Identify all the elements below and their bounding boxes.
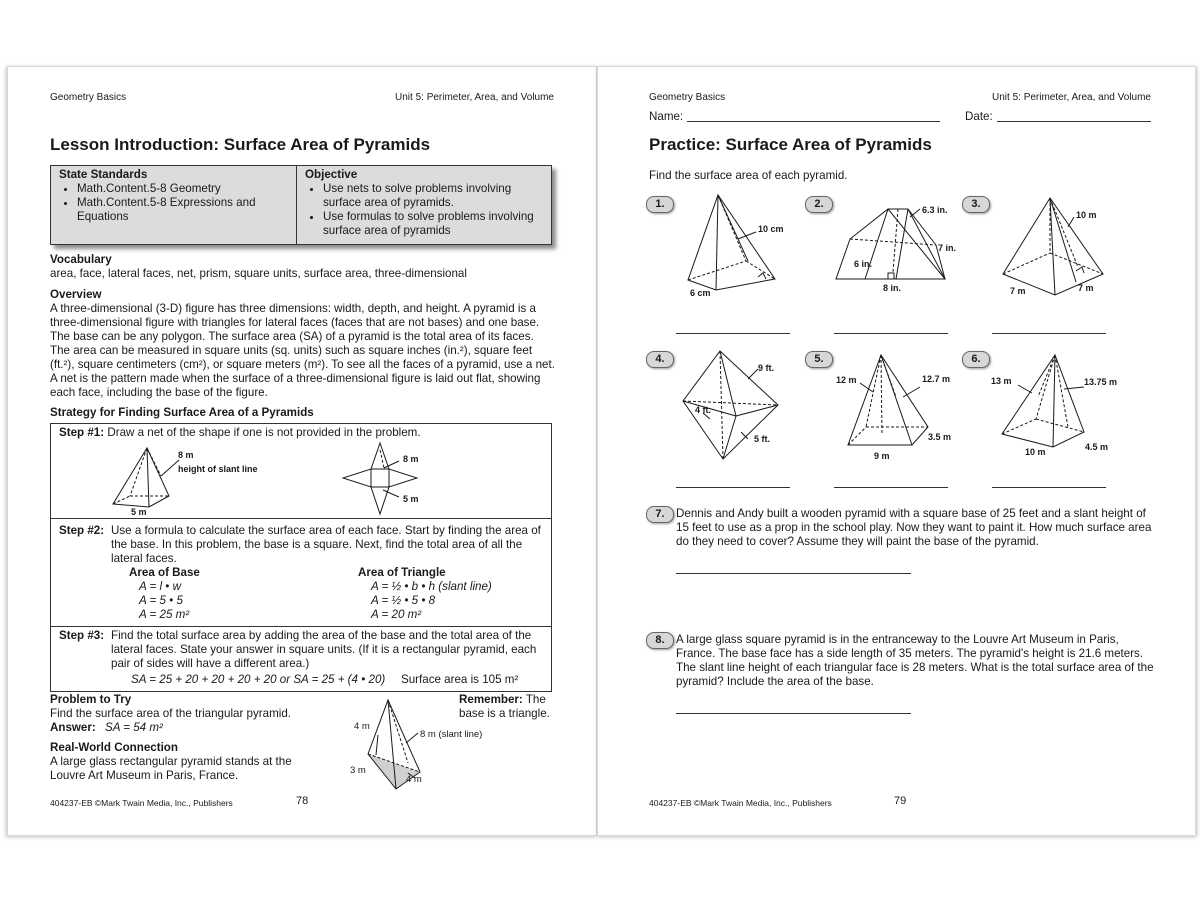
step3-result: Surface area is 105 m² bbox=[401, 673, 519, 686]
fig5-label: 12 m bbox=[836, 375, 857, 385]
problem-number-badge: 8. bbox=[646, 632, 674, 649]
fig2-label: 7 in. bbox=[938, 243, 957, 253]
footer-code: 404237-EB ©Mark Twain Media, Inc., Publishers bbox=[649, 798, 832, 808]
vocab-text: area, face, lateral faces, net, prism, square units, surface area, three-dimensional bbox=[50, 267, 467, 280]
answer-label: Answer: bbox=[50, 721, 96, 734]
vocab-heading: Vocabulary bbox=[50, 253, 112, 266]
word-problem-line: pyramid? Include the area of the base. bbox=[676, 675, 874, 688]
word-problem-line: France. The base face has a side length of 35 meters. The pyramid's height is 21.6 meters. bbox=[676, 647, 1144, 660]
area-base-heading: Area of Base bbox=[129, 566, 200, 579]
step2-line: lateral faces. bbox=[111, 552, 177, 565]
answer-line-5[interactable] bbox=[834, 487, 948, 488]
page-number: 79 bbox=[894, 795, 907, 807]
overview-line: each face, including the base of the figure. bbox=[50, 386, 268, 399]
fig2-slant-label: 8 m bbox=[403, 454, 419, 464]
header-right: Unit 5: Perimeter, Area, and Volume bbox=[395, 92, 554, 103]
fig1-label: 6 cm bbox=[690, 288, 711, 298]
standard-item: • Math.Content.5-8 Expressions and Equations bbox=[77, 196, 288, 224]
page-title: Practice: Surface Area of Pyramids bbox=[649, 135, 932, 154]
fig6-label: 4.5 m bbox=[1085, 442, 1109, 452]
footer-code: 404237-EB ©Mark Twain Media, Inc., Publishers bbox=[50, 798, 233, 808]
fig-label-4m-left: 4 m bbox=[354, 721, 370, 732]
fig3-label: 10 m bbox=[1076, 210, 1097, 220]
area-base-line: A = 25 m² bbox=[139, 608, 190, 621]
step1-text: Draw a net of the shape if one is not provided in the problem. bbox=[107, 426, 421, 439]
objective-heading: Objective bbox=[305, 168, 358, 181]
word-problem-8 bbox=[676, 633, 1156, 689]
problem-triangular-pyramid-figure bbox=[8, 67, 596, 835]
area-base-line: A = 5 • 5 bbox=[139, 594, 183, 607]
answer-value: SA = 54 m² bbox=[104, 721, 163, 734]
realworld-line: Louvre Art Museum in Paris, France. bbox=[50, 769, 239, 782]
answer-line-2[interactable] bbox=[834, 333, 948, 334]
word-problem-7 bbox=[676, 507, 1156, 549]
fig4-label: 9 ft. bbox=[758, 363, 775, 373]
fig-label-4m-right: 4 m bbox=[406, 774, 422, 785]
remember-label: Remember: bbox=[459, 693, 523, 706]
pyramid-figure-2 bbox=[836, 209, 945, 279]
problem-number-badge: 6. bbox=[962, 351, 990, 368]
area-tri-heading: Area of Triangle bbox=[358, 566, 446, 579]
word-problem-line: The slant line height of each triangular face is 28 meters. What is the total surface area of the bbox=[676, 661, 1154, 674]
fig2-label: 6 in. bbox=[854, 259, 873, 269]
answer-line-6[interactable] bbox=[992, 487, 1106, 488]
pyramid-figure-1 bbox=[688, 195, 775, 290]
date-label: Date: bbox=[965, 110, 993, 123]
page-title: Lesson Introduction: Surface Area of Pyramids bbox=[50, 135, 431, 154]
overview-line: A three-dimensional (3-D) figure has three dimensions: width, depth, and height. A pyramid is a bbox=[50, 302, 536, 315]
answer-line-8[interactable] bbox=[676, 713, 911, 714]
header-left: Geometry Basics bbox=[649, 92, 726, 103]
problem-number-badge: 7. bbox=[646, 506, 674, 523]
word-problem-line: Dennis and Andy built a wooden pyramid with a square base of 25 feet and a slant height of bbox=[676, 507, 1146, 520]
overview-line: A net is the pattern made when the surface of a three-dimensional figure is laid out flat, showing bbox=[50, 372, 541, 385]
overview-line: three-dimensional figure with triangles for lateral faces (faces that are not bases) and one base. bbox=[50, 316, 540, 329]
fig2-label: 8 in. bbox=[883, 283, 902, 293]
word-problem-line: do they need to cover? Assume they will paint the base of the pyramid. bbox=[676, 535, 1039, 548]
step3-line: Find the total surface area by adding the area of the base and the total area of the bbox=[111, 629, 532, 642]
fig2-label: 6.3 in. bbox=[922, 205, 948, 215]
problem-number-badge: 5. bbox=[805, 351, 833, 368]
left-page bbox=[7, 66, 597, 836]
fig1-label: 10 cm bbox=[758, 224, 784, 234]
fig4-label: 5 ft. bbox=[754, 434, 771, 444]
problem-number-badge: 4. bbox=[646, 351, 674, 368]
area-tri-line: A = ½ • b • h (slant line) bbox=[371, 580, 492, 593]
word-problem-line: A large glass square pyramid is in the entranceway to the Louvre Art Museum in Paris, bbox=[676, 633, 1119, 646]
standards-heading: State Standards bbox=[59, 168, 148, 181]
fig-label-3m: 3 m bbox=[350, 765, 366, 776]
strategy-heading: Strategy for Finding Surface Area of a Pyramids bbox=[50, 406, 314, 419]
step1-label: Step #1: bbox=[59, 426, 105, 439]
fig6-label: 13 m bbox=[991, 376, 1012, 386]
pyramid-figure-6 bbox=[1002, 355, 1084, 447]
overview-heading: Overview bbox=[50, 288, 102, 301]
area-tri-line: A = 20 m² bbox=[371, 608, 422, 621]
problem-number-badge: 2. bbox=[805, 196, 833, 213]
fig-label-slant: 8 m (slant line) bbox=[420, 729, 483, 740]
area-base-line: A = l • w bbox=[139, 580, 181, 593]
step3-label: Step #3: bbox=[59, 629, 105, 642]
step3-formula: SA = 25 + 20 + 20 + 20 + 20 or SA = 25 + (4 • 20) bbox=[131, 673, 386, 686]
fig3-label: 7 m bbox=[1010, 286, 1026, 296]
fig2-base-label: 5 m bbox=[403, 494, 419, 504]
answer-line-3[interactable] bbox=[992, 333, 1106, 334]
fig4-label: 4 ft. bbox=[695, 405, 712, 415]
answer-line-1[interactable] bbox=[676, 333, 790, 334]
fig1-slant-note: height of slant line bbox=[178, 464, 258, 474]
fig1-slant-label: 8 m bbox=[178, 450, 194, 460]
fig5-label: 9 m bbox=[874, 451, 890, 461]
area-tri-line: A = ½ • 5 • 8 bbox=[371, 594, 436, 607]
instruction-text: Find the surface area of each pyramid. bbox=[649, 169, 848, 182]
word-problem-line: 15 feet to use as a prop in the school play. Now they want to paint it. How much surface area bbox=[676, 521, 1152, 534]
problem-text: Find the surface area of the triangular pyramid. bbox=[50, 707, 292, 720]
standard-item: • Math.Content.5-8 Geometry bbox=[77, 182, 288, 196]
step3-line: pair of sides will have a different area.) bbox=[111, 657, 310, 670]
objective-item: • Use formulas to solve problems involving surface area of pyramids bbox=[323, 210, 541, 238]
realworld-text bbox=[50, 755, 292, 783]
fig3-label: 7 m bbox=[1078, 283, 1094, 293]
overview-line: (ft.²), square centimeters (cm²), or square meters (m²). To see all the faces of a pyramid, use a net. bbox=[50, 358, 555, 371]
objective-item: • Use nets to solve problems involving surface area of pyramids. bbox=[323, 182, 541, 210]
fig5-label: 12.7 m bbox=[922, 374, 951, 384]
name-label: Name: bbox=[649, 110, 684, 123]
fig5-label: 3.5 m bbox=[928, 432, 952, 442]
realworld-line: A large glass rectangular pyramid stands at the bbox=[50, 755, 292, 768]
step3-line: lateral faces. State your answer in square units. (If it is a rectangular pyramid, each bbox=[111, 643, 537, 656]
problem-heading: Problem to Try bbox=[50, 693, 132, 706]
header-left: Geometry Basics bbox=[50, 92, 127, 103]
realworld-heading: Real-World Connection bbox=[50, 741, 178, 754]
step2-line: Use a formula to calculate the surface area of each face. Start by finding the area of bbox=[111, 524, 541, 537]
pyramid-figure-5 bbox=[848, 355, 928, 445]
right-page bbox=[597, 66, 1196, 836]
overview-line: The area can be measured in square units (sq. units) such as square inches (in.²), square feet bbox=[50, 344, 533, 357]
fig6-label: 13.75 m bbox=[1084, 377, 1118, 387]
header-right: Unit 5: Perimeter, Area, and Volume bbox=[992, 92, 1151, 103]
problem-number-badge: 3. bbox=[962, 196, 990, 213]
overview-line: The base can be any polygon. The surface area (SA) of a pyramid is the total area of its faces. bbox=[50, 330, 534, 343]
remember-text: The base is a triangle. bbox=[459, 693, 550, 720]
step2-label: Step #2: bbox=[59, 524, 105, 537]
answer-line-4[interactable] bbox=[676, 487, 790, 488]
problem-number-badge: 1. bbox=[646, 196, 674, 213]
step2-line: the base. In this problem, the base is a square. Next, find the total area of all the bbox=[111, 538, 523, 551]
fig6-label: 10 m bbox=[1025, 447, 1046, 457]
fig1-base-label: 5 m bbox=[131, 507, 147, 517]
answer-line-7[interactable] bbox=[676, 573, 911, 574]
page-number: 78 bbox=[296, 795, 309, 807]
